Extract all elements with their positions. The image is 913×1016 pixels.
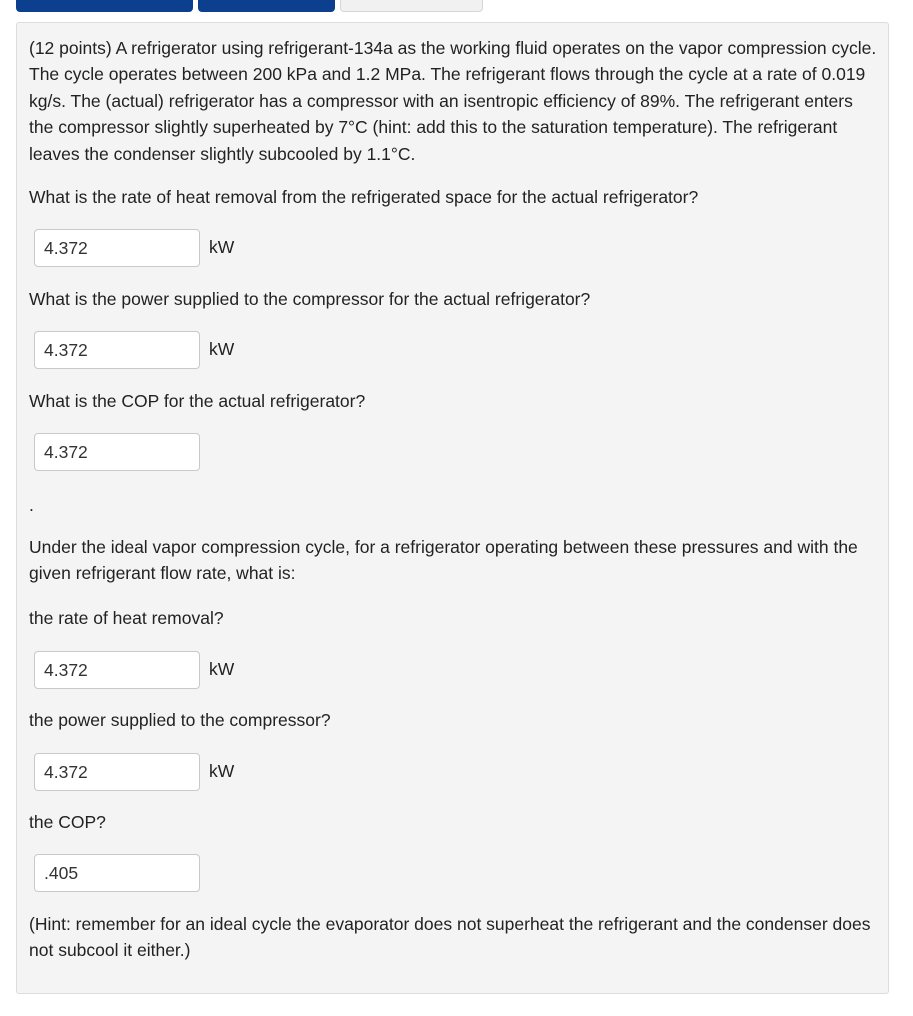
actual-q2-answer-input[interactable]: [34, 331, 200, 369]
ideal-q1-unit: kW: [209, 659, 235, 679]
actual-q1-unit: kW: [209, 237, 235, 257]
problem-statement: (12 points) A refrigerator using refrigerant-134a as the working fluid operates on the vapor compression cycle. The cycle operates between 200 kPa and 1.2 MPa. The refrigerant flows through the cycle at a rate of 0.019 kg/s. The (actual) refrigerator has a compressor with an isentropic efficiency of 89%. The refrigerant enters the compressor slightly superheated by 7°C (hint: add this to the saturation temperature). The refrigerant leaves the condenser slightly subcooled by 1.1°C.: [29, 38, 877, 164]
actual-q1-answer-input[interactable]: [34, 229, 200, 267]
ideal-q1-answer-input[interactable]: [34, 651, 200, 689]
ideal-q2-unit: kW: [209, 761, 235, 781]
top-primary-button-2[interactable]: [198, 0, 335, 12]
problem-panel: [16, 22, 889, 994]
top-primary-button-1[interactable]: [16, 0, 193, 12]
actual-q2-unit: kW: [209, 339, 235, 359]
hint-text: (Hint: remember for an ideal cycle the evaporator does not superheat the refrigerant and the condenser does not subcool it either.): [29, 914, 871, 961]
ideal-q1-label: the rate of heat removal?: [29, 608, 224, 628]
actual-q2-label: What is the power supplied to the compressor for the actual refrigerator?: [29, 289, 591, 309]
separator-dot: .: [29, 495, 34, 515]
ideal-q2-answer-input[interactable]: [34, 753, 200, 791]
actual-q3-label: What is the COP for the actual refrigerator?: [29, 391, 366, 411]
ideal-q3-answer-input[interactable]: [34, 854, 200, 892]
actual-q3-answer-input[interactable]: [34, 433, 200, 471]
ideal-q2-label: the power supplied to the compressor?: [29, 710, 331, 730]
ideal-q3-label: the COP?: [29, 812, 106, 832]
top-secondary-button[interactable]: [340, 0, 483, 12]
ideal-intro: Under the ideal vapor compression cycle, for a refrigerator operating between these pressures and with the given refrigerant flow rate, what is:: [29, 537, 858, 584]
actual-q1-label: What is the rate of heat removal from the refrigerated space for the actual refrigerator?: [29, 187, 699, 207]
